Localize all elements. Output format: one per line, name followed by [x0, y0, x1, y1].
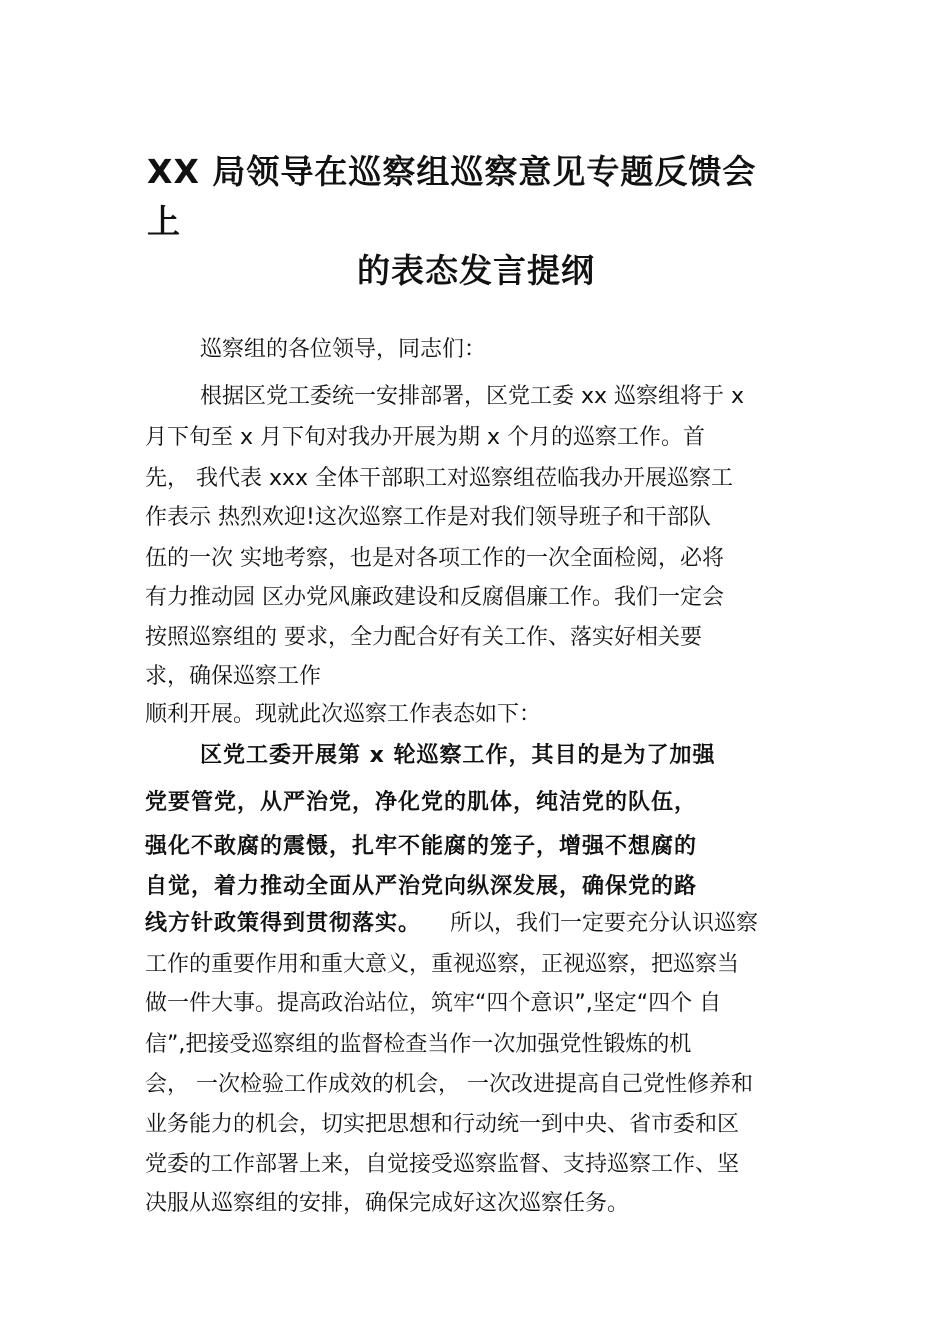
paragraph-2-line-3: 强化不敢腐的震慑，扎牢不能腐的笼子，增强不想腐的 — [145, 834, 698, 859]
title-line-3: 的表态发言提纲 — [357, 251, 595, 290]
paragraph-3-line-5: 业务能力的机会，切实把思想和行动统一到中央、省市委和区 — [145, 1112, 740, 1137]
paragraph-1-line-6: 有力推动园 区办党风廉政建设和反腐倡廉工作。我们一定会 — [145, 585, 724, 610]
paragraph-1-line-3: 先， 我代表 xxx 全体干部职工对巡察组莅临我办开展巡察工 — [145, 466, 734, 491]
greeting: 巡察组的各位领导，同志们： — [200, 337, 487, 362]
title-line-2: 上 — [147, 202, 181, 241]
paragraph-3-line-3: 信”,把接受巡察组的监督检查当作一次加强党性锻炼的机 — [145, 1032, 692, 1057]
paragraph-2-line-1: 区党工委开展第 x 轮巡察工作，其目的是为了加强 — [200, 743, 716, 768]
title-line-1: XX 局领导在巡察组巡察意见专题反馈会 — [147, 152, 757, 191]
paragraph-1-line-7: 按照巡察组的 要求，全力配合好有关工作、落实好相关要 — [145, 625, 702, 650]
paragraph-2-tail: 所以，我们一定要充分认识巡察 — [450, 911, 759, 936]
paragraph-1-line-1: 根据区党工委统一安排部署，区党工委 xx 巡察组将于 x — [200, 384, 745, 409]
paragraph-3-line-2: 做一件大事。提高政治站位，筑牢“四个意识”,坚定“四个 自 — [145, 991, 722, 1016]
paragraph-1-line-5: 伍的一次 实地考察，也是对各项工作的一次全面检阅，必将 — [145, 546, 724, 571]
paragraph-2-line-5: 线方针政策得到贯彻落实。 — [145, 911, 422, 936]
paragraph-1-line-4: 作表示 热烈欢迎!这次巡察工作是对我们领导班子和干部队 — [145, 505, 711, 530]
paragraph-3-line-1: 工作的重要作用和重大意义，重视巡察，正视巡察，把巡察当 — [145, 952, 740, 977]
paragraph-1-line-9: 顺利开展。现就此次巡察工作表态如下： — [145, 702, 542, 727]
paragraph-2-line-2: 党要管党，从严治党，净化党的肌体，纯洁党的队伍， — [145, 790, 698, 815]
paragraph-2-line-4: 自觉，着力推动全面从严治党向纵深发展，确保党的路 — [145, 874, 698, 899]
paragraph-1-line-8: 求，确保巡察工作 — [145, 664, 322, 689]
paragraph-3-line-4: 会， 一次检验工作成效的机会， 一次改进提高自己党性修养和 — [145, 1072, 753, 1097]
paragraph-3-line-7: 决服从巡察组的安排，确保完成好这次巡察任务。 — [145, 1191, 630, 1216]
paragraph-1-line-2: 月下旬至 x 月下旬对我办开展为期 x 个月的巡察工作。首 — [145, 425, 706, 450]
paragraph-3-line-6: 党委的工作部署上来，自觉接受巡察监督、支持巡察工作、坚 — [145, 1152, 740, 1177]
